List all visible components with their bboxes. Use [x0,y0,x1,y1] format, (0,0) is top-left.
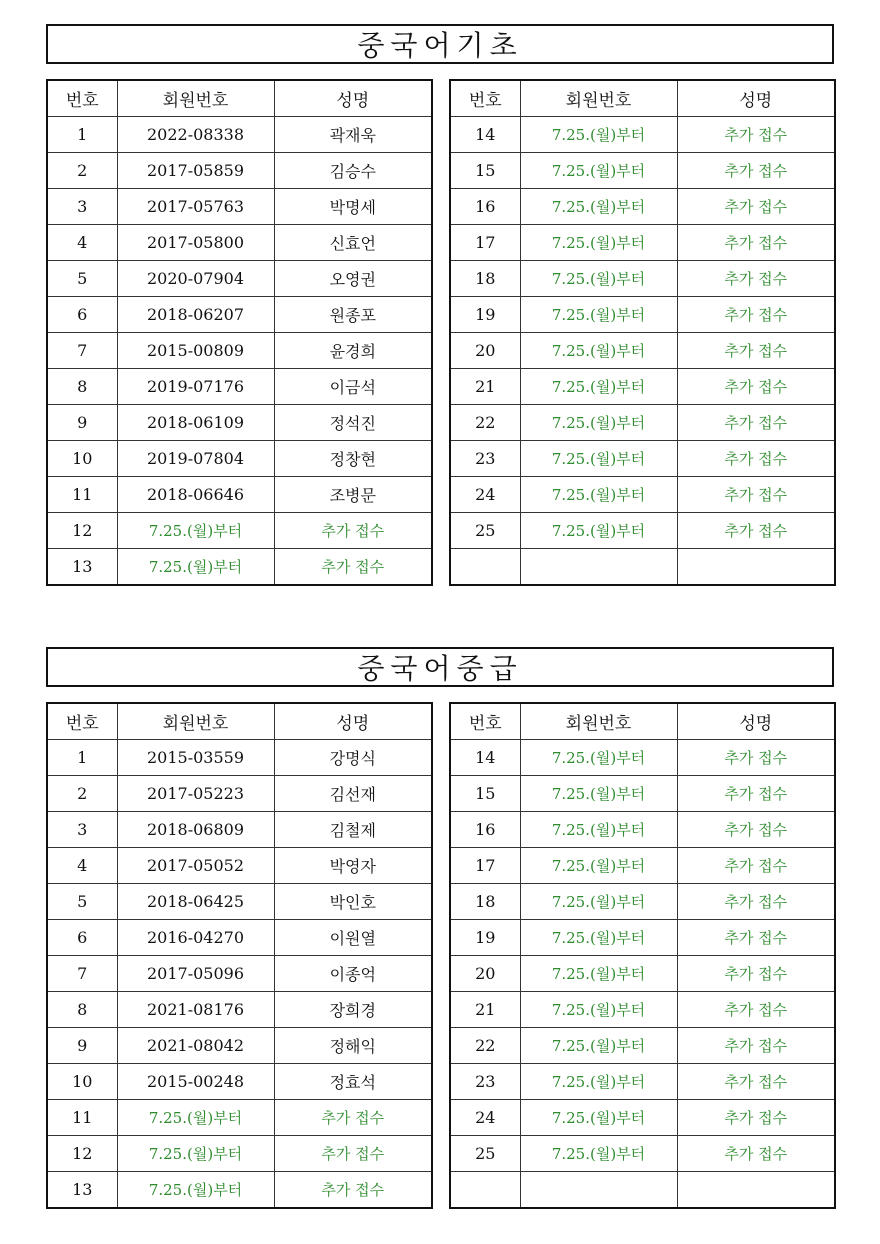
roster-table-left [46,79,433,586]
cell-member-id: 7.25.(월)부터 [520,1064,677,1100]
cell-number: 10 [47,441,117,477]
cell-member-id: 7.25.(월)부터 [520,405,677,441]
cell-number: 5 [47,261,117,297]
table-row [47,333,432,369]
cell-member-id: 7.25.(월)부터 [520,333,677,369]
roster-table-right [449,79,836,586]
cell-number: 23 [450,1064,520,1100]
header-row [450,80,835,117]
cell-member-id: 2019-07176 [117,369,274,405]
cell-name: 추가 접수 [677,369,835,405]
cell-name: 추가 접수 [677,225,835,261]
cell-number: 12 [47,513,117,549]
cell-number: 10 [47,1064,117,1100]
table-row [450,920,835,956]
table-row [450,884,835,920]
table-row [450,740,835,776]
cell-member-id: 7.25.(월)부터 [520,297,677,333]
header-name: 성명 [274,703,432,740]
table-row [47,153,432,189]
table-row [47,848,432,884]
table-row [450,992,835,1028]
cell-name: 박명세 [274,189,432,225]
cell-member-id: 2018-06207 [117,297,274,333]
table-row [450,405,835,441]
header-member-id: 회원번호 [520,80,677,117]
cell-number: 8 [47,992,117,1028]
header-name: 성명 [274,80,432,117]
table-row [47,441,432,477]
cell-name: 추가 접수 [677,441,835,477]
cell-number: 19 [450,920,520,956]
cell-number: 16 [450,189,520,225]
cell-name: 정석진 [274,405,432,441]
cell-name: 추가 접수 [677,297,835,333]
cell-name: 추가 접수 [677,812,835,848]
cell-member-id: 2020-07904 [117,261,274,297]
cell-name: 김승수 [274,153,432,189]
cell-member-id: 7.25.(월)부터 [117,1172,274,1209]
cell-member-id: 2018-06425 [117,884,274,920]
cell-number: 21 [450,369,520,405]
table-row [450,117,835,153]
table-row [47,812,432,848]
cell-member-id: 7.25.(월)부터 [520,1028,677,1064]
cell-name: 추가 접수 [677,1028,835,1064]
table-row [47,297,432,333]
cell-number: 14 [450,117,520,153]
cell-number: 20 [450,956,520,992]
table-row [450,441,835,477]
section-title: 중국어기초 [46,24,834,64]
cell-member-id: 2015-03559 [117,740,274,776]
cell-member-id: 7.25.(월)부터 [520,992,677,1028]
cell-number: 17 [450,848,520,884]
cell-member-id: 2015-00248 [117,1064,274,1100]
table-row [450,477,835,513]
cell-member-id: 2017-05859 [117,153,274,189]
cell-number: 13 [47,549,117,586]
cell-number: 22 [450,1028,520,1064]
cell-name: 추가 접수 [677,848,835,884]
roster-table-left [46,702,433,1209]
header-number: 번호 [47,80,117,117]
cell-number [450,549,520,586]
table-row [47,1064,432,1100]
cell-member-id: 7.25.(월)부터 [117,1100,274,1136]
table-row [47,1028,432,1064]
cell-member-id: 7.25.(월)부터 [520,812,677,848]
cell-number: 11 [47,477,117,513]
cell-member-id: 7.25.(월)부터 [117,513,274,549]
table-row [47,477,432,513]
cell-name [677,549,835,586]
cell-member-id: 2016-04270 [117,920,274,956]
cell-number: 9 [47,405,117,441]
cell-name: 추가 접수 [677,1064,835,1100]
cell-member-id: 7.25.(월)부터 [520,477,677,513]
header-number: 번호 [450,80,520,117]
cell-number: 24 [450,477,520,513]
table-row [450,956,835,992]
table-row [450,153,835,189]
cell-name: 추가 접수 [677,1136,835,1172]
header-number: 번호 [47,703,117,740]
table-row [47,1136,432,1172]
cell-member-id: 7.25.(월)부터 [520,261,677,297]
cell-name: 이금석 [274,369,432,405]
cell-name: 추가 접수 [274,1172,432,1209]
cell-member-id: 2021-08176 [117,992,274,1028]
cell-name: 추가 접수 [274,1100,432,1136]
cell-name: 추가 접수 [677,920,835,956]
cell-member-id: 2018-06809 [117,812,274,848]
cell-number: 21 [450,992,520,1028]
cell-member-id: 7.25.(월)부터 [520,117,677,153]
section-title: 중국어중급 [46,647,834,687]
cell-number: 20 [450,333,520,369]
cell-name: 김철제 [274,812,432,848]
header-number: 번호 [450,703,520,740]
cell-number: 17 [450,225,520,261]
table-row [47,117,432,153]
cell-member-id: 7.25.(월)부터 [117,1136,274,1172]
cell-number: 5 [47,884,117,920]
cell-name: 박인호 [274,884,432,920]
cell-number: 9 [47,1028,117,1064]
table-row [450,1172,835,1209]
table-row [47,1172,432,1209]
cell-number: 7 [47,956,117,992]
table-row [47,884,432,920]
table-row [47,776,432,812]
cell-member-id: 7.25.(월)부터 [520,153,677,189]
cell-number: 24 [450,1100,520,1136]
cell-name: 정효석 [274,1064,432,1100]
cell-member-id: 7.25.(월)부터 [520,884,677,920]
cell-name [677,1172,835,1209]
cell-name: 강명식 [274,740,432,776]
table-row [47,369,432,405]
cell-member-id: 7.25.(월)부터 [520,225,677,261]
cell-number: 6 [47,920,117,956]
cell-name: 이원열 [274,920,432,956]
cell-number: 19 [450,297,520,333]
table-row [47,1100,432,1136]
cell-number: 25 [450,513,520,549]
cell-member-id: 2021-08042 [117,1028,274,1064]
cell-name: 원종포 [274,297,432,333]
cell-name: 윤경희 [274,333,432,369]
cell-number [450,1172,520,1209]
cell-member-id: 2017-05800 [117,225,274,261]
cell-number: 2 [47,153,117,189]
cell-number: 18 [450,884,520,920]
cell-number: 2 [47,776,117,812]
cell-number: 14 [450,740,520,776]
cell-member-id: 2015-00809 [117,333,274,369]
cell-name: 김선재 [274,776,432,812]
table-row [47,920,432,956]
cell-name: 오영권 [274,261,432,297]
header-member-id: 회원번호 [520,703,677,740]
cell-name: 추가 접수 [677,333,835,369]
cell-member-id: 2018-06109 [117,405,274,441]
cell-name: 추가 접수 [677,513,835,549]
cell-name: 곽재욱 [274,117,432,153]
cell-name: 추가 접수 [677,740,835,776]
cell-name: 조병문 [274,477,432,513]
cell-number: 15 [450,153,520,189]
roster-table-right [449,702,836,1209]
cell-member-id: 7.25.(월)부터 [520,776,677,812]
cell-name: 장희경 [274,992,432,1028]
cell-member-id: 7.25.(월)부터 [117,549,274,586]
header-name: 성명 [677,703,835,740]
cell-number: 25 [450,1136,520,1172]
cell-number: 4 [47,225,117,261]
cell-number: 15 [450,776,520,812]
cell-name: 추가 접수 [677,776,835,812]
table-row [47,225,432,261]
cell-name: 박영자 [274,848,432,884]
cell-name: 추가 접수 [274,513,432,549]
table-row [450,297,835,333]
cell-member-id: 7.25.(월)부터 [520,441,677,477]
section-chinese-intermediate [46,647,834,1199]
table-row [450,261,835,297]
cell-name: 추가 접수 [677,261,835,297]
cell-number: 3 [47,189,117,225]
table-row [47,956,432,992]
cell-name: 추가 접수 [274,549,432,586]
cell-member-id: 2018-06646 [117,477,274,513]
cell-number: 22 [450,405,520,441]
table-row [47,189,432,225]
cell-name: 추가 접수 [677,477,835,513]
cell-member-id: 7.25.(월)부터 [520,513,677,549]
cell-name: 추가 접수 [677,153,835,189]
table-row [450,513,835,549]
header-row [47,80,432,117]
cell-member-id: 2019-07804 [117,441,274,477]
cell-member-id: 7.25.(월)부터 [520,1100,677,1136]
cell-name: 추가 접수 [677,405,835,441]
cell-number: 23 [450,441,520,477]
cell-number: 13 [47,1172,117,1209]
cell-member-id: 7.25.(월)부터 [520,369,677,405]
table-row [450,225,835,261]
header-member-id: 회원번호 [117,80,274,117]
cell-name: 추가 접수 [677,1100,835,1136]
table-row [450,549,835,586]
cell-member-id: 7.25.(월)부터 [520,848,677,884]
cell-name: 신효언 [274,225,432,261]
header-member-id: 회원번호 [117,703,274,740]
table-row [450,1064,835,1100]
header-name: 성명 [677,80,835,117]
cell-number: 12 [47,1136,117,1172]
table-row [450,369,835,405]
cell-member-id: 7.25.(월)부터 [520,920,677,956]
table-row [450,1100,835,1136]
cell-name: 추가 접수 [677,117,835,153]
header-row [47,703,432,740]
cell-number: 16 [450,812,520,848]
table-row [47,549,432,586]
cell-member-id: 2017-05223 [117,776,274,812]
cell-number: 7 [47,333,117,369]
cell-number: 1 [47,740,117,776]
cell-member-id: 2022-08338 [117,117,274,153]
table-row [47,261,432,297]
cell-member-id [520,1172,677,1209]
table-row [450,333,835,369]
cell-member-id: 7.25.(월)부터 [520,1136,677,1172]
cell-name: 추가 접수 [677,884,835,920]
cell-name: 정창현 [274,441,432,477]
cell-member-id: 7.25.(월)부터 [520,740,677,776]
table-row [47,992,432,1028]
cell-name: 추가 접수 [274,1136,432,1172]
cell-member-id: 7.25.(월)부터 [520,956,677,992]
table-row [450,812,835,848]
table-row [450,189,835,225]
table-row [450,1028,835,1064]
table-row [47,513,432,549]
cell-name: 이종억 [274,956,432,992]
cell-member-id [520,549,677,586]
cell-number: 6 [47,297,117,333]
cell-number: 11 [47,1100,117,1136]
cell-name: 추가 접수 [677,189,835,225]
table-row [47,405,432,441]
header-row [450,703,835,740]
cell-name: 정해익 [274,1028,432,1064]
cell-member-id: 2017-05096 [117,956,274,992]
cell-number: 18 [450,261,520,297]
table-row [47,740,432,776]
cell-name: 추가 접수 [677,956,835,992]
table-row [450,1136,835,1172]
table-row [450,776,835,812]
cell-member-id: 2017-05763 [117,189,274,225]
cell-name: 추가 접수 [677,992,835,1028]
cell-number: 1 [47,117,117,153]
cell-member-id: 2017-05052 [117,848,274,884]
cell-member-id: 7.25.(월)부터 [520,189,677,225]
cell-number: 3 [47,812,117,848]
cell-number: 4 [47,848,117,884]
section-chinese-basic [46,24,834,576]
cell-number: 8 [47,369,117,405]
table-row [450,848,835,884]
